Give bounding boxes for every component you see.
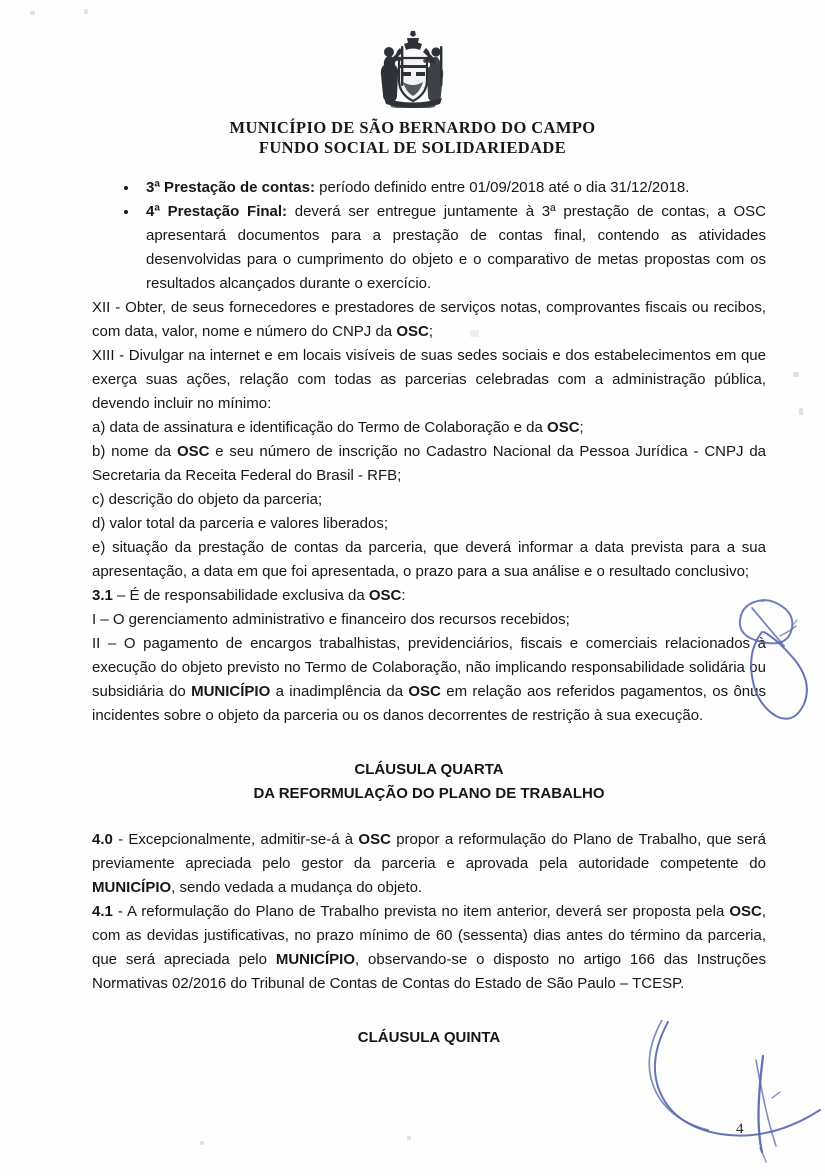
- scan-speck: [407, 1136, 411, 1140]
- item-b-text: b) nome da: [92, 443, 177, 460]
- osc-term: OSC: [547, 419, 580, 436]
- clause-number: 4.1: [92, 903, 113, 920]
- item-a: [92, 416, 766, 440]
- bullet-label: 4ª Prestação Final:: [146, 203, 288, 220]
- item-a-text: a) data de assinatura e identificação do Termo de Colaboração e da: [92, 419, 548, 436]
- scan-speck: [793, 372, 799, 377]
- item-II-text: II – O pagamento de encargos trabalhistas, previdenciários, fiscais e comerciais relacionados à execução do objeto previsto no Termo de Colaboração, não implicando responsabilidade solidária ou subsidiária do: [92, 635, 766, 700]
- municipality-title: MUNICÍPIO DE SÃO BERNARDO DO CAMPO: [229, 118, 596, 137]
- paragraph-4-1: [92, 900, 766, 996]
- paragraph-3-1-tail: :: [401, 587, 406, 604]
- paragraph-4-0-tail: , sendo vedada a mudança do objeto.: [171, 879, 423, 896]
- paragraph-4-0: [92, 828, 766, 900]
- osc-term: OSC: [729, 903, 762, 920]
- clause-fourth-subtitle: DA REFORMULAÇÃO DO PLANO DE TRABALHO: [253, 785, 605, 802]
- paragraph-4-1-mid: , com as devidas justificativas, no prazo mínimo de 60 (sessenta) dias antes do término da parceria, que será apreciada pelo: [92, 903, 766, 968]
- bullet-label: 3ª Prestação de contas:: [146, 179, 315, 196]
- paragraph-4-0-text: - Excepcionalmente, admitir-se-á à: [112, 831, 359, 848]
- item-d: d) valor total da parceria e valores liberados;: [92, 515, 388, 532]
- paragraph-3-1-text: – É de responsabilidade exclusiva da: [112, 587, 369, 604]
- municipio-term: MUNICÍPIO: [92, 879, 172, 896]
- osc-term: OSC: [396, 323, 429, 340]
- clause-fifth-title: CLÁUSULA QUINTA: [357, 1029, 501, 1046]
- paragraph-4-1-tail: , observando-se o disposto no artigo 166 das Instruções Normativas 02/2016 do Tribunal de Contas de Contas do Estado de São Paulo – TCESP.: [92, 951, 766, 992]
- paragraph-xiii: XIII - Divulgar na internet e em locais visíveis de suas sedes sociais e dos estabelecimentos em que exerça suas ações, relação com todas as parcerias celebradas com a administração pública, devendo incluir no mínimo:: [92, 347, 766, 412]
- coat-of-arms-icon: [376, 30, 450, 108]
- item-a-tail: ;: [579, 419, 584, 436]
- item-b-tail: e seu número de inscrição no Cadastro Nacional da Pessoa Jurídica - CNPJ da Secretaria da Receita Federal do Brasil - RFB;: [92, 443, 767, 484]
- bullet-text: deverá ser entregue juntamente à 3ª prestação de contas, a OSC apresentará documentos para a prestação de contas final, contendo as atividades desenvolvidas para o cumprimento do objeto e o comparativo de metas propostas com os resultados alcançados durante o exercício.: [146, 203, 766, 292]
- paragraph-4-1-text: - A reformulação do Plano de Trabalho prevista no item anterior, deverá ser proposta pela: [112, 903, 730, 920]
- scan-speck: [799, 408, 803, 415]
- scan-speck: [84, 9, 88, 14]
- scan-speck: [200, 1141, 204, 1145]
- item-II-mid: a inadimplência da: [270, 683, 409, 700]
- clause-number: 4.0: [92, 831, 113, 848]
- paragraph-4-0-mid: propor a reformulação do Plano de Trabalho, que será previamente apreciada pelo gestor da parceria e aprovada pela autoridade competente do: [92, 831, 766, 872]
- paragraph-xii-text: XII - Obter, de seus fornecedores e prestadores de serviços notas, comprovantes fiscais ou recibos, com data, valor, nome e número do CNPJ da: [92, 299, 766, 340]
- prestacao-bullet-list: [92, 176, 766, 296]
- page-number: 4: [736, 1121, 744, 1137]
- item-II: [92, 632, 766, 728]
- clause-number: 3.1: [92, 587, 113, 604]
- list-item: [92, 200, 766, 296]
- item-e: e) situação da prestação de contas da parceria, que deverá informar a data prevista para a sua apresentação, a data em que foi apresentada, o prazo para a sua análise e o resultado conclusivo;: [92, 539, 766, 580]
- document-body: [92, 176, 766, 1050]
- bullet-text: período definido entre 01/09/2018 até o dia 31/12/2018.: [314, 179, 690, 196]
- paragraph-xii-tail: ;: [428, 323, 434, 340]
- scan-speck: [30, 11, 35, 15]
- municipio-term: MUNICÍPIO: [275, 951, 355, 968]
- paragraph-3-1: [92, 584, 766, 608]
- municipio-term: MUNICÍPIO: [191, 683, 271, 700]
- item-c: c) descrição do objeto da parceria;: [92, 491, 323, 508]
- item-b: [92, 440, 766, 488]
- list-item: [92, 176, 766, 200]
- osc-term: OSC: [358, 831, 391, 848]
- clause-fourth-title: CLÁUSULA QUARTA: [354, 761, 504, 778]
- item-I: I – O gerenciamento administrativo e financeiro dos recursos recebidos;: [92, 611, 570, 628]
- department-title: FUNDO SOCIAL DE SOLIDARIEDADE: [258, 138, 567, 157]
- osc-term: OSC: [408, 683, 441, 700]
- osc-term: OSC: [176, 443, 210, 460]
- paragraph-xii: [92, 296, 766, 344]
- document-header: [0, 30, 825, 158]
- item-II-tail: em relação aos referidos pagamentos, os ônus incidentes sobre o objeto da parceria ou os danos decorrentes de restrição à sua execução.: [92, 683, 766, 724]
- osc-term: OSC: [368, 587, 402, 604]
